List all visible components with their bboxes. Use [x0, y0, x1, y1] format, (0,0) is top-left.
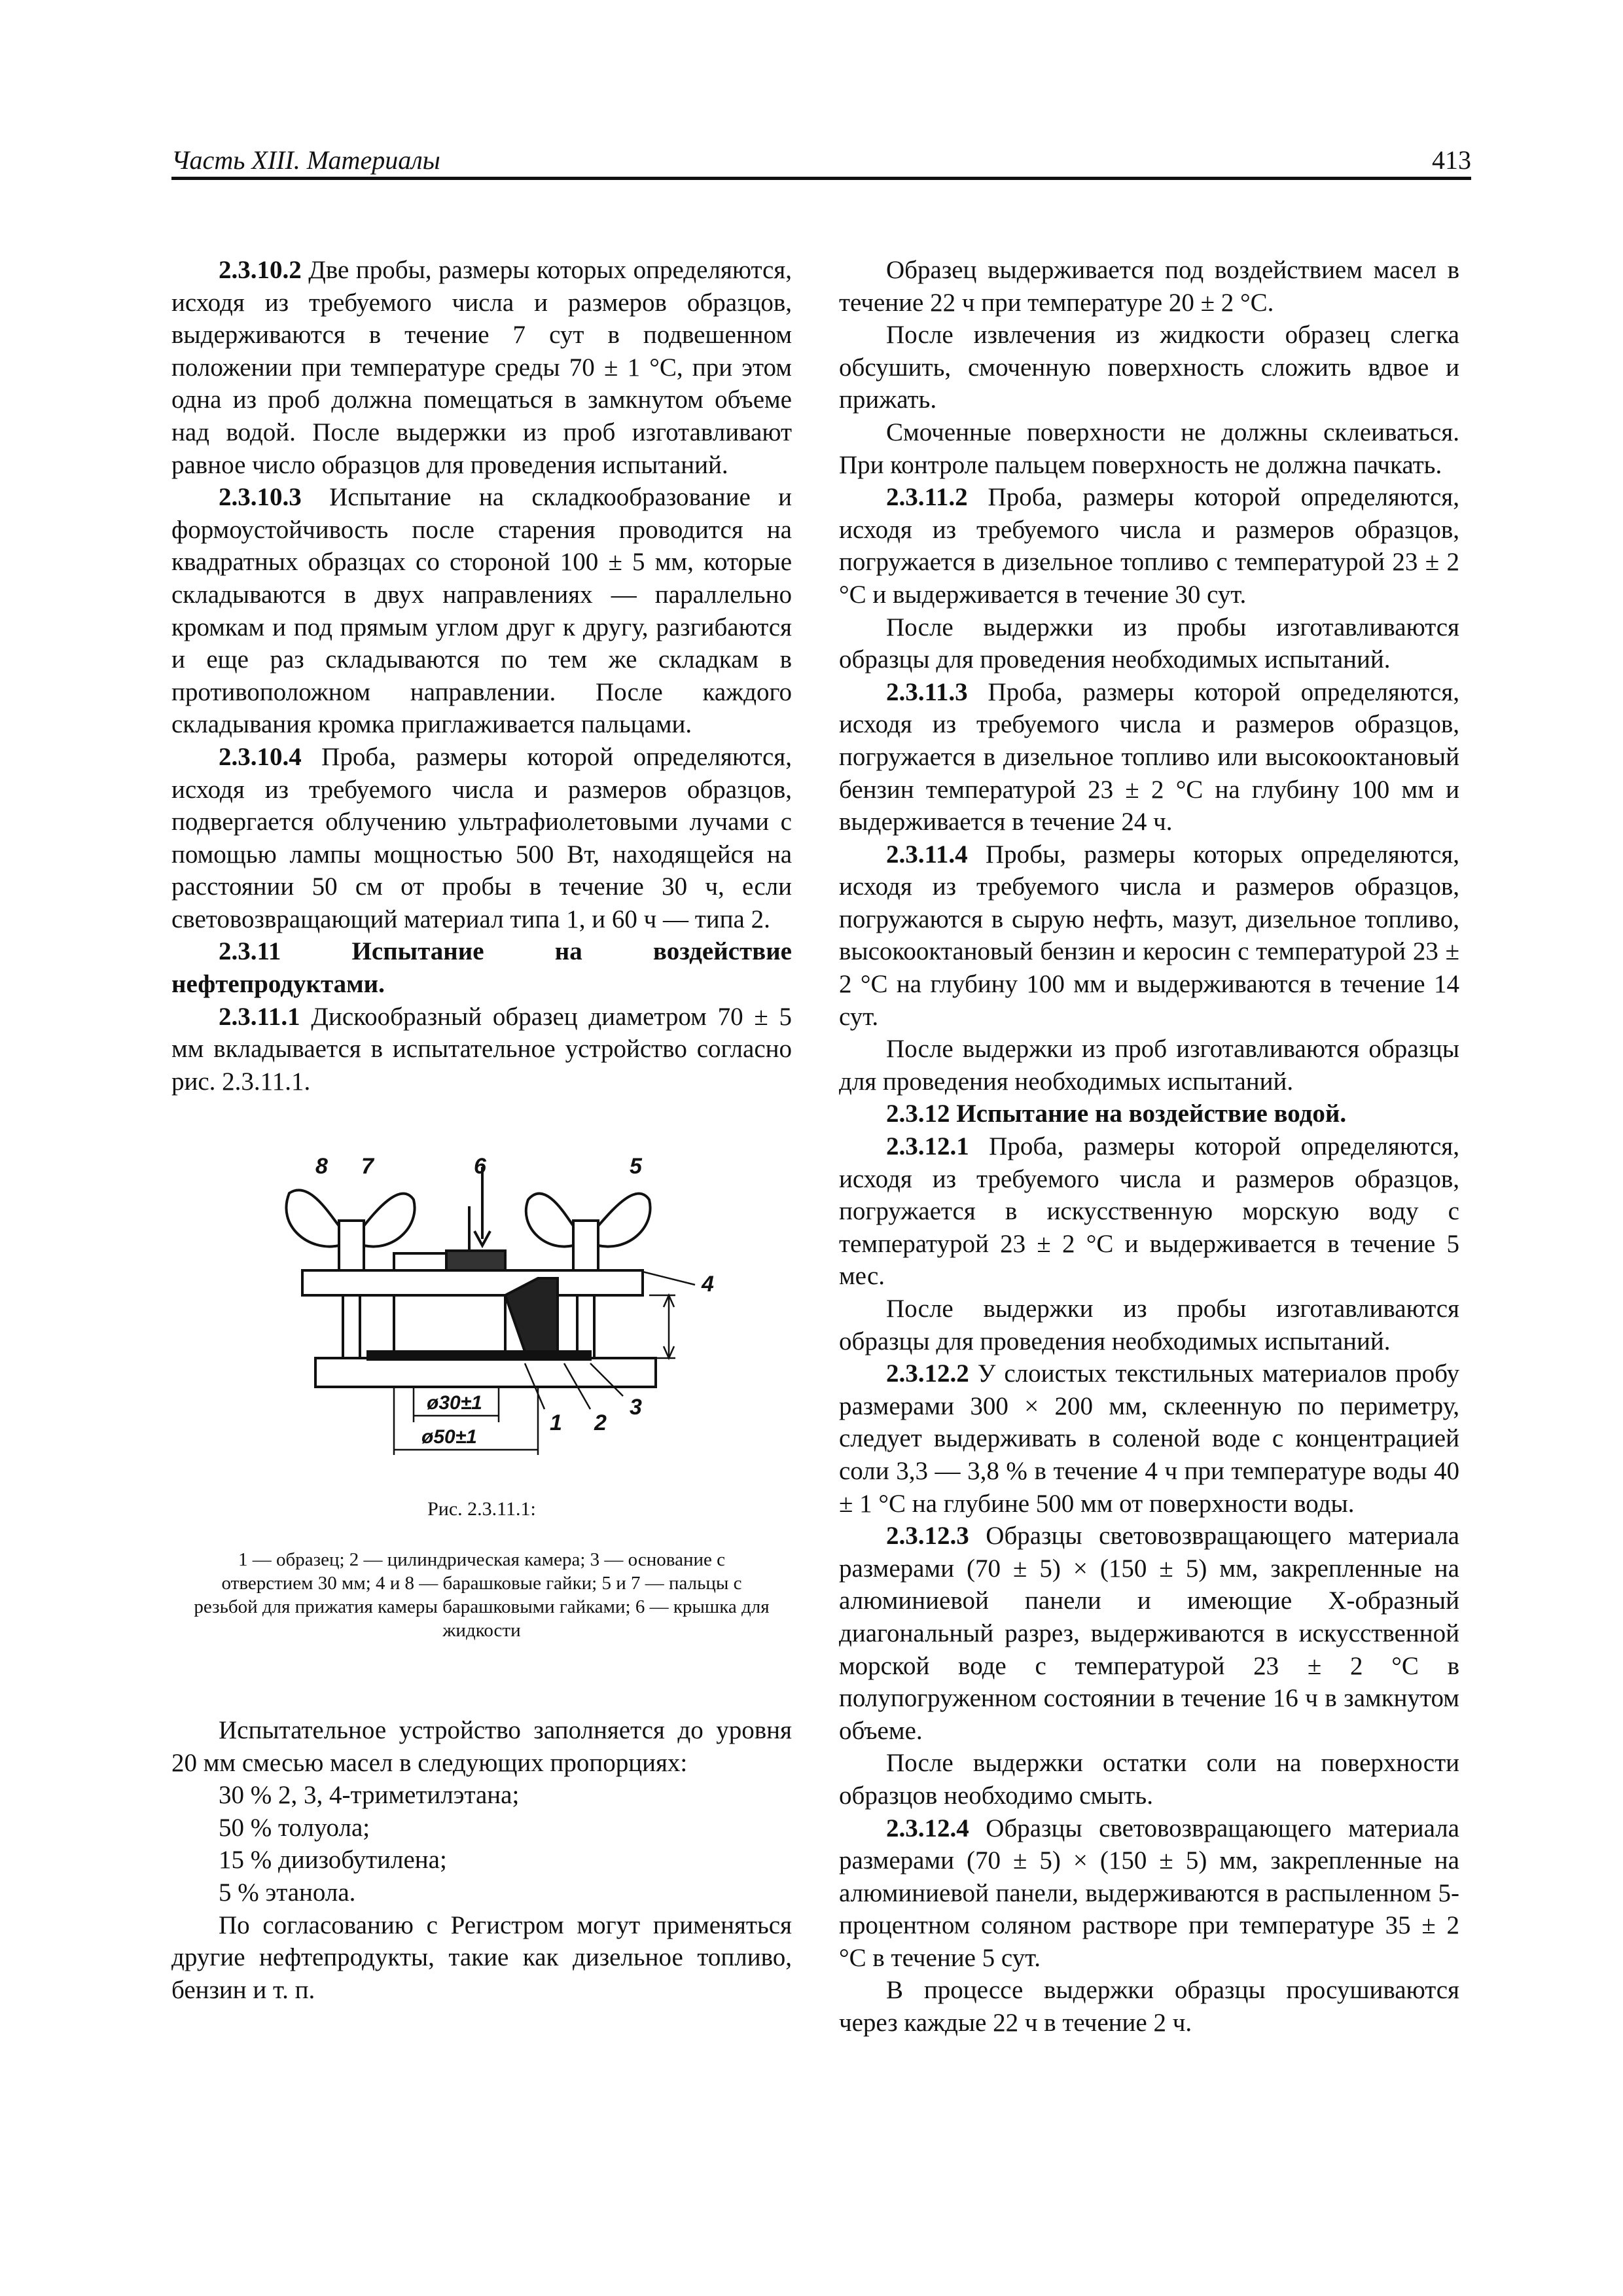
- figure-test-device: [171, 1147, 792, 1488]
- paragraph: По согласованию с Регистром могут применяться другие нефтепродукты, такие как дизельное топливо, бензин и т. п.: [171, 1910, 792, 2004]
- list-item: 50 % толуола;: [219, 1813, 370, 1842]
- callout-5: 5: [630, 1154, 642, 1179]
- paragraph: Испытательное устройство заполняется до уровня 20 мм смесью масел в следующих пропорциях:: [171, 1716, 792, 1777]
- paragraph: После выдержки из проб изготавливаются образцы для проведения необходимых испытаний.: [839, 1035, 1459, 1096]
- paragraph-text: Проба, размеры которой определяются, исходя из требуемого числа и размеров образцов, погружается в искусственную морскую воду с температурой 23 ± 2 °С и выдерживается в течение 5 мес.: [839, 1132, 1460, 1291]
- clause-number: 2.3.11.3: [886, 677, 968, 706]
- dimension-outer: ø50±1: [421, 1426, 477, 1448]
- figure-caption: Рис. 2.3.11.1:: [427, 1498, 536, 1520]
- paragraph-text: У слоистых текстильных материалов пробу размерами 300 × 200 мм, склеенную по периметру, следует выдерживать в соленой воде с концентрацией соли 3,3 — 3,8 % в течение 4 ч при температуре воды 40 ± 1 °С на глубине 500 мм от поверхности воды.: [839, 1359, 1460, 1518]
- paragraph: [171, 254, 792, 481]
- clause-number: 2.3.12.4: [886, 1814, 969, 1842]
- clause-number: 2.3.11.1: [219, 1002, 300, 1031]
- clause-number: 2.3.12.1: [886, 1132, 969, 1161]
- callout-2: 2: [594, 1410, 607, 1436]
- paragraph-text: Образцы световозвращающего материала размерами (70 ± 5) × (150 ± 5) мм, закрепленные на алюминиевой панели, выдерживаются в распыленном 5-процентном соляном растворе при температуре 35 ± 2 °С в течение 5 сут.: [839, 1814, 1459, 1972]
- paragraph: [839, 481, 1459, 611]
- paragraph: [839, 676, 1459, 838]
- callout-7: 7: [361, 1154, 374, 1179]
- paragraph-text: Две пробы, размеры которых определяются, исходя из требуемого числа и размеров образцов, выдерживаются в течение 7 сут в подвешенном положении при температуре среды 70 ± 1 °С, при этом одна из проб должна помещаться в замкнутом объеме над водой. После выдержки из проб изготавливают равное число образцов для проведения испытаний.: [171, 256, 792, 479]
- clause-number: 2.3.12.2: [886, 1359, 969, 1388]
- paragraph: [839, 1812, 1459, 1975]
- paragraph-text: Проба, размеры которой определяются, исходя из требуемого числа и размеров образцов, подвергается облучению ультрафиолетовыми лучами с помощью лампы мощностью 500 Вт, находящейся на расстоянии 50 см от пробы в течение 30 ч, если световозвращающий материал типа 1, и 60 ч — типа 2.: [171, 742, 793, 933]
- clause-number: 2.3.10.2: [219, 256, 302, 284]
- paragraph: [171, 1001, 792, 1098]
- paragraph: [839, 1357, 1459, 1520]
- clause-number: 2.3.11.2: [886, 483, 968, 512]
- callout-4: 4: [702, 1272, 714, 1297]
- clause-number: 2.3.10.3: [219, 483, 302, 512]
- paragraph-text: Проба, размеры которой определяются, исходя из требуемого числа и размеров образцов, погружается в дизельное топливо с температурой 23 ± 2 °С и выдерживается в течение 30 сут.: [839, 483, 1459, 609]
- paragraph-text: Испытание на складкообразование и формоустойчивость после старения проводится на квадратных образцах со стороной 100 ± 5 мм, которые складываются в двух направлениях — параллельно кромкам и под прямым углом друг к другу, разгибаются и еще раз складываются по тем же складкам в противоположном направлении. После каждого складывания кромка приглаживается пальцами.: [171, 483, 793, 739]
- dimension-inner: ø30±1: [427, 1392, 482, 1414]
- paragraph-text: Образцы световозвращающего материала размерами (70 ± 5) × (150 ± 5) мм, закрепленные на алюминиевой панели и имеющие Х-образный диагональный разрез, выдерживаются в искусственной морской воде с температурой 23 ± 2 °С в полупогруженном состоянии в течение 16 ч в замкнутом объеме.: [839, 1522, 1459, 1745]
- paragraph: [839, 838, 1459, 1033]
- paragraph: После извлечения из жидкости образец слегка обсушить, смоченную поверхность сложить вдвое и прижать.: [839, 321, 1459, 414]
- clause-number: 2.3.12.3: [886, 1522, 969, 1551]
- callout-8: 8: [315, 1154, 328, 1179]
- paragraph: После выдержки из пробы изготавливаются образцы для проведения необходимых испытаний.: [839, 613, 1459, 674]
- paragraph-text: Проба, размеры которой определяются, исходя из требуемого числа и размеров образцов, погружается в дизельное топливо или высокооктановый бензин температурой 23 ± 2 °С на глубину 100 мм и выдерживается в течение 24 ч.: [839, 677, 1459, 836]
- list-item: 15 % диизобутилена;: [219, 1846, 447, 1874]
- paragraph: Смоченные поверхности не должны склеиваться. При контроле пальцем поверхность не должна пачкать.: [839, 418, 1459, 479]
- clause-number: 2.3.11.4: [886, 840, 968, 869]
- device-drawing: [171, 1147, 792, 1488]
- callout-6: 6: [474, 1154, 486, 1179]
- paragraph-text: Пробы, размеры которых определяются, исходя из требуемого числа и размеров образцов, погружаются в сырую нефть, мазут, дизельное топливо, высокооктановый бензин и керосин с температурой 23 ± 2 °С на глубину 100 мм и выдерживаются в течение 14 сут.: [839, 840, 1459, 1031]
- paragraph: [839, 1130, 1459, 1293]
- section-heading: 2.3.12 Испытание на воздействие водой.: [886, 1100, 1347, 1128]
- paragraph: [171, 741, 792, 936]
- page-number: 413: [1432, 145, 1471, 175]
- running-header: [171, 143, 1471, 181]
- list-item: 30 % 2, 3, 4-триметилэтана;: [219, 1781, 520, 1810]
- left-column: [171, 254, 792, 2006]
- list-item: 5 % этанола.: [219, 1878, 356, 1907]
- paragraph: После выдержки из пробы изготавливаются образцы для проведения необходимых испытаний.: [839, 1295, 1459, 1355]
- callout-1: 1: [550, 1410, 562, 1436]
- header-title: Часть XIII. Материалы: [171, 145, 440, 175]
- callout-3: 3: [630, 1395, 642, 1420]
- paragraph: После выдержки остатки соли на поверхности образцов необходимо смыть.: [839, 1749, 1459, 1810]
- section-heading: 2.3.11 Испытание на воздействие нефтепродуктами.: [171, 937, 792, 999]
- header-rule: [171, 177, 1471, 180]
- right-column: [839, 254, 1459, 2039]
- paragraph: В процессе выдержки образцы просушиваются через каждые 22 ч в течение 2 ч.: [839, 1976, 1459, 2037]
- paragraph: [839, 1520, 1459, 1747]
- figure-legend: 1 — образец; 2 — цилиндрическая камера; 3 — основание с отверстием 30 мм; 4 и 8 — барашковые гайки; 5 и 7 — пальцы с резьбой для прижатия камеры барашковыми гайками; 6 — крышка для жидкости: [194, 1549, 770, 1641]
- paragraph: [171, 481, 792, 741]
- paragraph-text: Дискообразный образец диаметром 70 ± 5 мм вкладывается в испытательное устройство согласно рис. 2.3.11.1.: [171, 1002, 793, 1096]
- paragraph: Образец выдерживается под воздействием масел в течение 22 ч при температуре 20 ± 2 °С.: [839, 256, 1459, 317]
- clause-number: 2.3.10.4: [219, 742, 302, 771]
